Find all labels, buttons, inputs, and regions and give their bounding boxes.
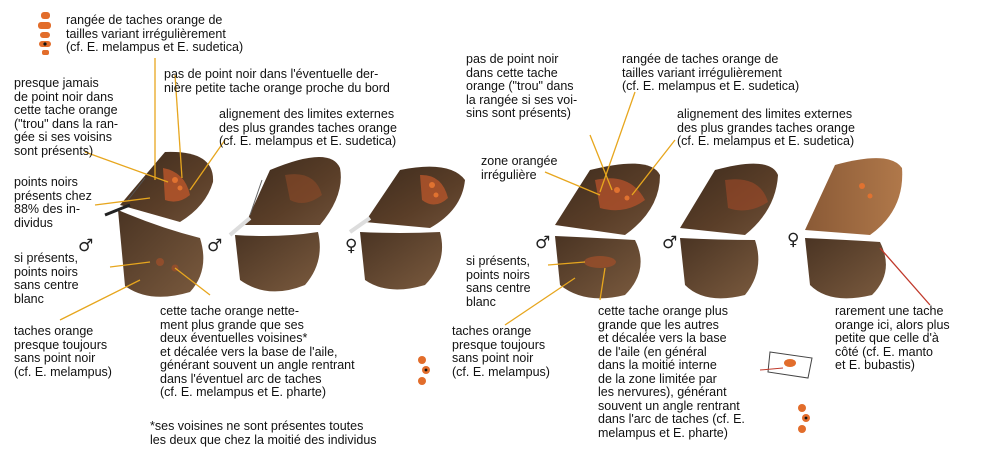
butterfly-female-2 [805, 158, 902, 298]
angle-rentrant-icon-right [798, 404, 810, 433]
female-symbol-1: ♀ [345, 236, 358, 256]
label-no-dot-last: pas de point noir dans l'éventuelle der- nière petite tache orange proche du bord [164, 67, 390, 95]
male-symbol-3: ♂ [535, 233, 551, 253]
label-black-dots-88: points noirs présents chez 88% des in- dividus [14, 175, 92, 230]
half-zone-icon [760, 352, 812, 378]
butterfly-male-1 [105, 152, 213, 297]
leader-red [880, 248, 930, 305]
female-symbol-2: ♀ [787, 230, 800, 250]
label-alignment-left: alignement des limites externes des plus grandes taches orange (cf. E. melampus et E. sudetica) [219, 107, 397, 148]
label-no-dot-hole: presque jamais de point noir dans cette tache orange ("trou" dans la ran- gée si ses voisins sont présents) [14, 76, 119, 158]
row-legend-icon [38, 12, 51, 55]
label-row-legend: rangée de taches orange de tailles variant irrégulièrement (cf. E. melampus et E. sudetica) [66, 13, 244, 54]
label-rarely-spot: rarement une tache orange ici, alors plus petite que celle d'à côté (cf. E. manto et E. bubastis) [835, 304, 950, 372]
angle-rentrant-icon-left [418, 356, 430, 385]
label-alignment-right: alignement des limites externes des plus grandes taches orange (cf. E. melampus et E. sudetica) [677, 107, 855, 148]
butterfly-male-2 [230, 157, 341, 291]
butterfly-male-4 [680, 164, 778, 299]
butterfly-female-1 [350, 167, 465, 290]
label-if-present-left: si présents, points noirs sans centre blanc [14, 251, 79, 306]
butterfly-male-3 [555, 164, 660, 299]
label-orange-spots-left: taches orange presque toujours sans point noir (cf. E. melampus) [14, 324, 112, 379]
label-if-present-right: si présents, points noirs sans centre blanc [466, 254, 531, 309]
label-bigger-spot-right: cette tache orange plus grande que les autres et décalée vers la base de l'aile (en général dans la moitié interne de la zone limitée par les nervures), générant souvent un angle rentrant dans l'arc de taches (cf. E. melampus et E. pharte) [598, 304, 745, 440]
label-footnote: *ses voisines ne sont présentes toutes les deux que chez la moitié des individus [150, 419, 377, 447]
male-symbol-1: ♂ [78, 236, 94, 256]
label-bigger-spot-left: cette tache orange nette- ment plus grande que ses deux éventuelles voisines* et décalée vers la base de l'aile, générant souvent un angle rentrant dans l'éventuel arc de taches (cf. E. melampus et E. pharte) [160, 304, 355, 399]
male-symbol-2: ♂ [207, 236, 223, 256]
label-no-dot-hole-right: pas de point noir dans cette tache orange ("trou" dans la rangée si ses voi- sins sont présents) [466, 52, 578, 120]
hindwing [118, 210, 203, 297]
label-orange-spots-right: taches orange presque toujours sans point noir (cf. E. melampus) [452, 324, 550, 379]
male-symbol-4: ♂ [662, 233, 678, 253]
label-row-legend-right: rangée de taches orange de tailles variant irrégulièrement (cf. E. melampus et E. sudetica) [622, 52, 800, 93]
label-irregular-zone: zone orangée irrégulière [481, 154, 558, 182]
